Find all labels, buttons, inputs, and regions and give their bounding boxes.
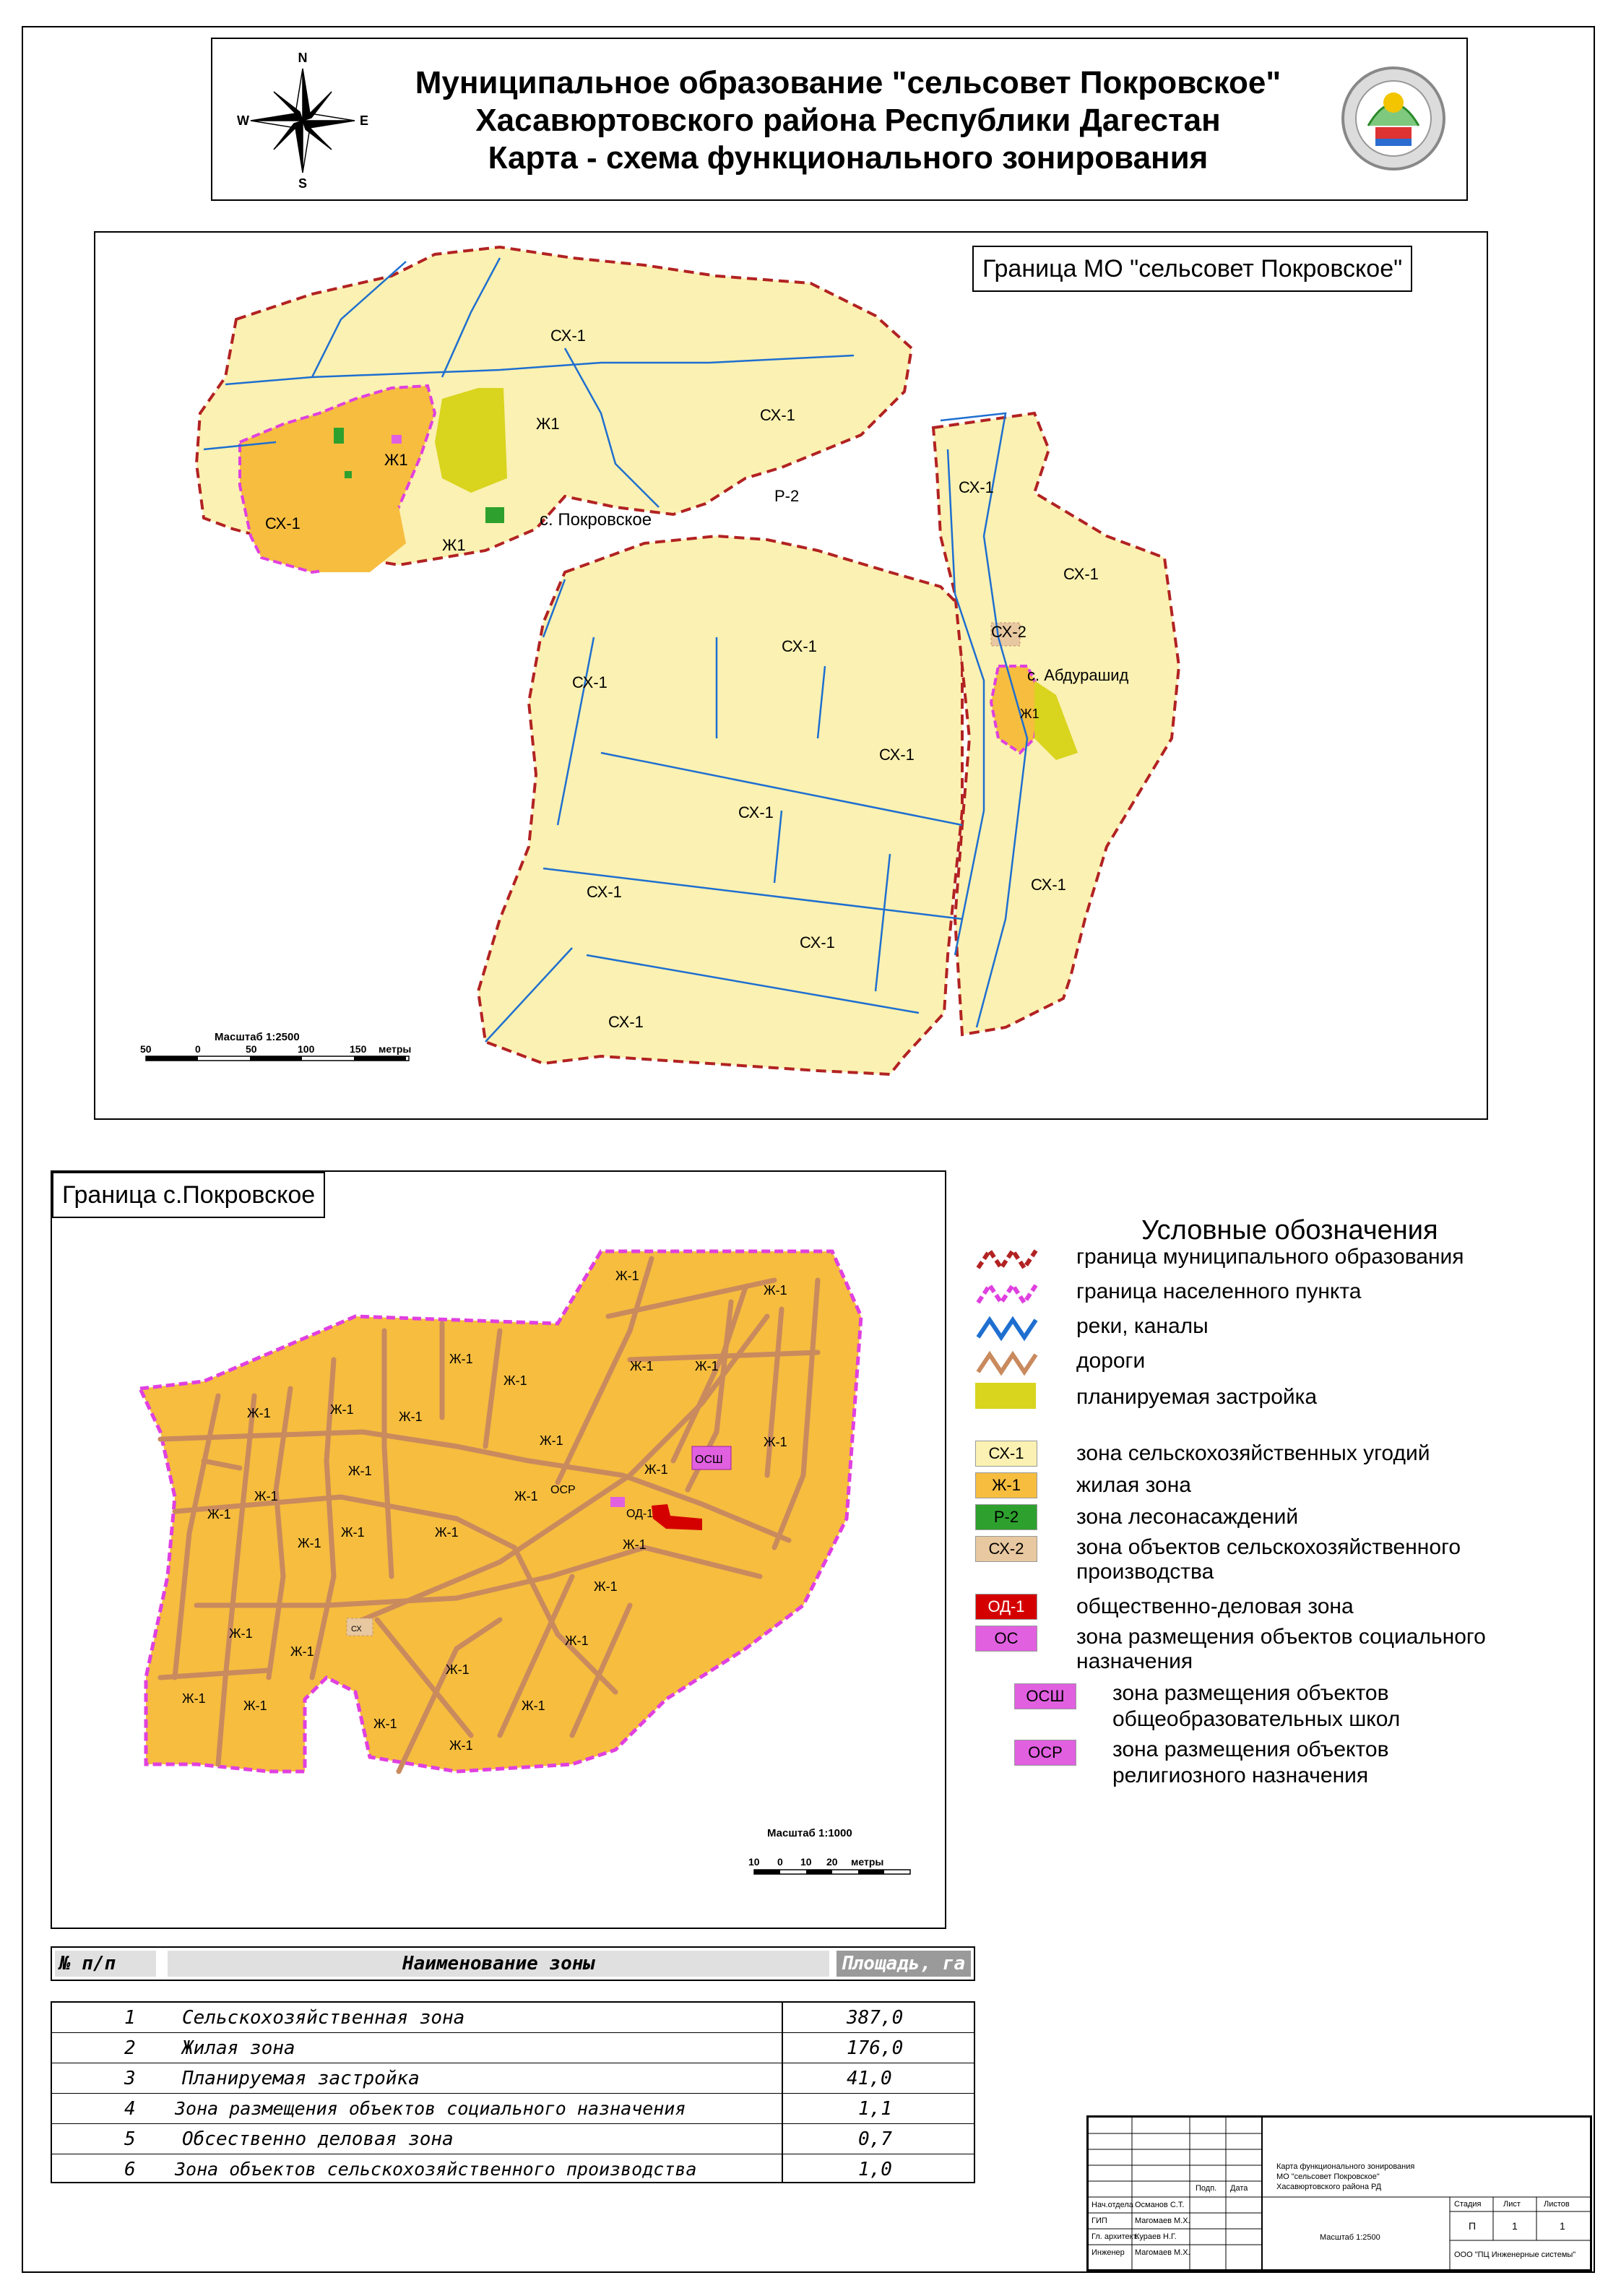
zone-swatch-j1: Ж-1 xyxy=(975,1472,1037,1498)
zone-label: Ж-1 xyxy=(615,1269,639,1283)
table-row-name: Планируемая застройка xyxy=(182,2068,420,2089)
mo-boundary-icon xyxy=(978,1251,1036,1268)
legend-settlement-boundary: граница населенного пункта xyxy=(1076,1279,1362,1303)
zone-label: Ж-1 xyxy=(623,1537,647,1552)
zone-label: СХ-1 xyxy=(760,406,795,424)
zone-label: Ж-1 xyxy=(207,1507,231,1522)
legend-zone-osr: зона размещения объектов xyxy=(1112,1738,1389,1761)
zone-label: Ж-1 xyxy=(630,1359,654,1373)
stamp-role: Инженер xyxy=(1092,2248,1125,2257)
zone-label: Ж-1 xyxy=(298,1536,321,1550)
zone-label: Ж-1 xyxy=(247,1406,271,1420)
zone-label: СХ-1 xyxy=(959,478,994,496)
table-row-n: 4 xyxy=(124,2098,136,2120)
title-line-2: Хасавюртовского района Республики Дагестан xyxy=(475,103,1221,138)
zone-swatch-osr: ОСР xyxy=(1014,1740,1076,1766)
zone-swatch-od1: ОД-1 xyxy=(975,1594,1037,1620)
zone-label: Ж-1 xyxy=(348,1464,372,1478)
zone-label: Ж-1 xyxy=(254,1489,278,1503)
table-header-area: Площадь, га xyxy=(837,1951,971,1977)
zone-swatch-osh: ОСШ xyxy=(1014,1683,1076,1709)
title-line-1: Муниципальное образование "сельсовет Покровское" xyxy=(415,65,1281,100)
zone-label: Ж1 xyxy=(442,536,466,554)
zone-label: СХ-1 xyxy=(587,883,622,901)
stamp-desc-2: МО "сельсовет Покровское" xyxy=(1276,2172,1380,2181)
religious-label: ОСР xyxy=(550,1484,576,1496)
zone-label: СХ-1 xyxy=(879,746,915,764)
stamp-desc-1: Карта функционального зонирования xyxy=(1276,2162,1415,2171)
zone-swatch-os: ОС xyxy=(975,1626,1037,1652)
stamp-role-name: Османов С.Т. xyxy=(1135,2201,1185,2209)
table-row-area: 176,0 xyxy=(847,2037,904,2059)
road-icon xyxy=(978,1355,1036,1372)
map2-title: Граница с.Покровское xyxy=(52,1172,325,1218)
scale-tick: 10 xyxy=(748,1856,760,1868)
zone-label: Ж-1 xyxy=(446,1662,470,1677)
planned-swatch xyxy=(975,1383,1036,1409)
religious-zone xyxy=(610,1497,625,1507)
zone-label: Ж1 xyxy=(536,415,560,433)
area-table-body xyxy=(51,2001,975,2183)
table-row-area: 387,0 xyxy=(847,2007,904,2029)
legend-zone-os-cont: назначения xyxy=(1076,1649,1193,1673)
compass-n: N xyxy=(298,52,308,65)
zone-label: Ж-1 xyxy=(764,1435,787,1449)
table-header-row xyxy=(51,1946,975,1981)
zone-label: Ж-1 xyxy=(373,1717,397,1731)
compass-e: E xyxy=(360,113,369,128)
zone-label: Ж-1 xyxy=(594,1579,618,1594)
legend-zone-os: зона размещения объектов социального xyxy=(1076,1625,1486,1649)
zone-label: Ж-1 xyxy=(243,1699,267,1713)
legend-zone-od1: общественно-деловая зона xyxy=(1076,1594,1354,1618)
scale-tick: 0 xyxy=(195,1043,201,1055)
title-block xyxy=(211,38,1468,201)
scale-tick: 10 xyxy=(800,1856,812,1868)
stamp-role-name: Магомаев М.Х. xyxy=(1135,2217,1190,2225)
legend-zone-j1: жилая зона xyxy=(1076,1473,1191,1497)
cx2-label: СХ xyxy=(351,1625,362,1633)
zone-label: СХ-1 xyxy=(1063,565,1099,583)
zone-label: СХ-1 xyxy=(738,803,774,821)
zone-label: Ж-1 xyxy=(522,1699,545,1713)
zone-label: СХ-1 xyxy=(782,637,817,655)
zone-swatch-r2: Р-2 xyxy=(975,1504,1037,1530)
zone-label: СХ-1 xyxy=(572,673,608,691)
zone-label: Ж-1 xyxy=(565,1633,589,1648)
stamp-list-value: 1 xyxy=(1512,2220,1518,2232)
compass-w: W xyxy=(237,113,249,128)
stamp-grid xyxy=(1089,2118,1590,2269)
scale-tick: 150 xyxy=(350,1043,367,1055)
table-row-n: 6 xyxy=(124,2159,136,2180)
planned-development-area xyxy=(435,388,507,493)
zone-label: Ж-1 xyxy=(514,1489,538,1503)
legend-planned: планируемая застройка xyxy=(1076,1385,1318,1409)
scale-label: Масштаб 1:1000 xyxy=(767,1827,852,1839)
zone-label: СХ-1 xyxy=(265,514,301,532)
table-row-n: 5 xyxy=(124,2128,136,2150)
business-label: ОД-1 xyxy=(626,1508,654,1520)
zone-label: СХ-1 xyxy=(800,933,835,951)
table-row-name: Сельскохозяйственная зона xyxy=(182,2007,465,2029)
zone-label: Ж-1 xyxy=(435,1525,459,1540)
stamp-listov-value: 1 xyxy=(1560,2220,1565,2232)
zone-label: Ж-1 xyxy=(290,1644,314,1659)
legend-zone-osh: зона размещения объектов xyxy=(1112,1681,1389,1705)
village-map-canvas xyxy=(52,1172,945,1928)
zone-label: Ж-1 xyxy=(449,1738,473,1753)
municipality-map-canvas xyxy=(95,233,1487,1118)
legend-mo-boundary: граница муниципального образования xyxy=(1076,1245,1464,1269)
stamp-role: Нач.отдела xyxy=(1092,2201,1133,2209)
legend-rivers: реки, каналы xyxy=(1076,1314,1209,1338)
social-spot xyxy=(392,435,402,444)
table-row-area: 1,0 xyxy=(858,2159,892,2180)
scale-bar-2 xyxy=(748,1827,910,1874)
table-row-name: Жилая зона xyxy=(182,2037,295,2059)
map1-title: Граница МО "сельсовет Покровское" xyxy=(972,246,1412,292)
table-row-name: Зона объектов сельскохозяйственного производства xyxy=(175,2159,697,2180)
legend-zone-cx2: зона объектов сельскохозяйственного xyxy=(1076,1535,1461,1559)
zone-label: Ж1 xyxy=(384,451,408,469)
zone-label: Ж-1 xyxy=(330,1402,354,1417)
compass-rose-icon xyxy=(234,52,371,189)
title-line-3: Карта - схема функционального зонирования xyxy=(488,140,1209,176)
zone-label: Ж-1 xyxy=(540,1433,563,1448)
forest-spot xyxy=(334,428,344,444)
zone-label: Ж-1 xyxy=(503,1373,527,1388)
municipality-map xyxy=(94,231,1488,1120)
scale-tick: 50 xyxy=(246,1043,257,1055)
legend-zone-osh-cont: общеобразовательных школ xyxy=(1112,1707,1401,1731)
stamp-listov-label: Листов xyxy=(1544,2200,1570,2209)
table-header-n: № п/п xyxy=(55,1951,156,1977)
legend-title: Условные обозначения xyxy=(1141,1215,1438,1246)
scale-tick: 50 xyxy=(140,1043,152,1055)
table-row-name: Зона размещения объектов социального назначения xyxy=(175,2098,686,2119)
stamp-org: ООО "ПЦ Инженерные системы" xyxy=(1454,2250,1576,2259)
scale-tick: 100 xyxy=(298,1043,315,1055)
zone-label: Ж-1 xyxy=(764,1283,787,1298)
legend-roads: дороги xyxy=(1076,1349,1146,1373)
stamp-role-name: Магомаев М.Х. xyxy=(1135,2248,1190,2257)
table-row-area: 0,7 xyxy=(858,2128,892,2150)
zone-label: Р-2 xyxy=(774,487,800,505)
settlement-boundary-icon xyxy=(978,1285,1036,1303)
table-row-n: 3 xyxy=(124,2068,136,2089)
zone-label: Ж-1 xyxy=(695,1359,719,1373)
scale-bar-1 xyxy=(140,1031,411,1061)
title-stamp xyxy=(1086,2115,1592,2271)
stamp-role-name: Кураев Н.Г. xyxy=(1135,2232,1177,2241)
forest-spot xyxy=(345,471,352,478)
table-row-n: 1 xyxy=(124,2007,136,2029)
scale-tick: 20 xyxy=(826,1856,838,1868)
zone-label: Ж-1 xyxy=(341,1525,365,1540)
table-row-n: 2 xyxy=(124,2037,136,2059)
school-label: ОСШ xyxy=(695,1454,723,1466)
table-row-name: Обсественно деловая зона xyxy=(182,2128,454,2150)
stamp-podp: Подп. xyxy=(1196,2184,1217,2193)
village-label-abdurashid: с. Абдурашид xyxy=(1027,666,1129,684)
table-row-area: 41,0 xyxy=(847,2068,892,2089)
zone-label: Ж1 xyxy=(1020,707,1039,721)
zone-label: СХ-2 xyxy=(991,623,1026,641)
stamp-role: ГИП xyxy=(1092,2217,1107,2225)
legend-zone-osr-cont: религиозного назначения xyxy=(1112,1764,1369,1787)
stamp-scale: Масштаб 1:2500 xyxy=(1320,2233,1380,2242)
zone-label: Ж-1 xyxy=(182,1691,206,1706)
scale-unit: метры xyxy=(851,1856,884,1868)
zone-label: Ж-1 xyxy=(449,1352,473,1366)
compass-s: S xyxy=(298,176,308,189)
zone-swatch-cx2: СХ-2 xyxy=(975,1536,1037,1562)
table-row-area: 1,1 xyxy=(858,2098,892,2120)
table-header-name: Наименование зоны xyxy=(168,1951,829,1977)
scale-label: Масштаб 1:2500 xyxy=(215,1031,300,1043)
zone-label: СХ-1 xyxy=(608,1013,644,1031)
stamp-role: Гл. архитект. xyxy=(1092,2232,1138,2241)
stamp-data: Дата xyxy=(1230,2184,1248,2193)
stamp-desc-3: Хасавюртовского района РД xyxy=(1276,2183,1382,2191)
stamp-stadia-value: П xyxy=(1469,2220,1477,2232)
scale-unit: метры xyxy=(379,1043,412,1055)
legend-zone-r2: зона лесонасаждений xyxy=(1076,1505,1299,1529)
zone-label: Ж-1 xyxy=(644,1462,668,1477)
river-icon xyxy=(978,1320,1036,1337)
zone-label: СХ-1 xyxy=(1031,876,1066,894)
stamp-stadia-label: Стадия xyxy=(1454,2200,1482,2209)
legend-zone-cx1: зона сельскохозяйственных угодий xyxy=(1076,1441,1430,1465)
village-map xyxy=(51,1170,946,1929)
zone-swatch-cx1: СХ-1 xyxy=(975,1441,1037,1467)
zone-label: Ж-1 xyxy=(229,1626,253,1641)
emblem-logo xyxy=(1339,61,1448,176)
stamp-list-label: Лист xyxy=(1503,2200,1521,2209)
zone-label: СХ-1 xyxy=(550,327,586,345)
zone-label: Ж-1 xyxy=(399,1410,423,1424)
village-label-pokrovskoe: с. Покровское xyxy=(540,510,652,530)
scale-tick: 0 xyxy=(777,1856,783,1868)
legend-zone-cx2-cont: производства xyxy=(1076,1560,1214,1584)
forest-zone-r2 xyxy=(485,507,504,523)
